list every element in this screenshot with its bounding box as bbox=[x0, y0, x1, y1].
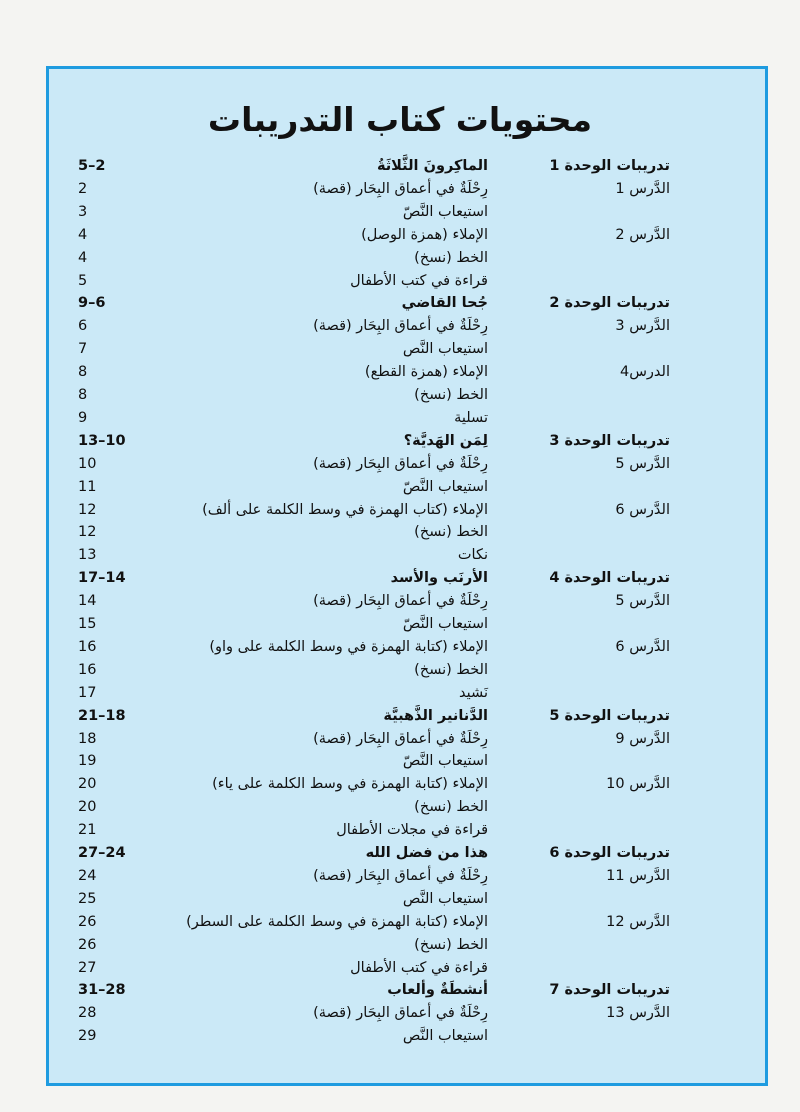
page-number: 4 bbox=[78, 249, 88, 266]
toc-row bbox=[0, 659, 800, 681]
topic-label: الإملاء (همزة القطع) bbox=[364, 364, 488, 381]
page-number: 17 bbox=[78, 684, 97, 701]
page-number: 15 bbox=[78, 616, 97, 632]
topic-label: الخط (نسخ) bbox=[414, 661, 488, 678]
topic-label: الخط (نسخ) bbox=[414, 249, 488, 266]
topic-label: رِحْلَةٌ في أعماق البِحَار (قصة) bbox=[313, 180, 488, 197]
page-number: 26 bbox=[78, 913, 97, 930]
page-number: 14 bbox=[78, 593, 97, 610]
page-range: 21–18 bbox=[78, 707, 126, 724]
toc-row bbox=[0, 1025, 800, 1047]
page-number: 26 bbox=[78, 936, 97, 953]
page-number: 21 bbox=[78, 822, 97, 839]
toc-row bbox=[0, 201, 800, 223]
lesson-label: الدَّرس 12 bbox=[606, 913, 670, 930]
page-number: 12 bbox=[78, 501, 97, 518]
unit-label: تدريبات الوحدة 7 bbox=[549, 982, 670, 999]
toc-row bbox=[0, 521, 800, 543]
toc-row bbox=[0, 407, 800, 429]
toc-row bbox=[0, 819, 800, 841]
page-number: 28 bbox=[78, 1005, 97, 1022]
toc-row bbox=[0, 499, 800, 521]
topic-label: تسلية bbox=[454, 409, 488, 426]
page-number: 16 bbox=[78, 661, 97, 678]
lesson-label: الدَّرس 6 bbox=[615, 638, 670, 655]
page-number: 25 bbox=[78, 890, 97, 907]
toc-row bbox=[0, 224, 800, 246]
topic-label: استيعاب النَّص bbox=[402, 890, 488, 907]
topic-label: استيعاب النَّص bbox=[402, 341, 488, 358]
topic-label: رِحْلَةٌ في أعماق البِحَار (قصة) bbox=[313, 730, 488, 747]
toc-row bbox=[0, 1002, 800, 1024]
page-range: 9–6 bbox=[78, 295, 106, 312]
lesson-label: الدَّرس 2 bbox=[615, 226, 670, 243]
topic-label: الإملاء (همزة الوصل) bbox=[361, 226, 488, 243]
toc-row bbox=[0, 911, 800, 933]
unit-label: تدريبات الوحدة 3 bbox=[549, 432, 670, 449]
unit-title: أنشطَةٌ وألعاب bbox=[387, 982, 488, 999]
topic-label: استيعاب النَّصّ bbox=[402, 203, 488, 220]
toc-row bbox=[0, 888, 800, 910]
page-number: 20 bbox=[78, 799, 97, 816]
page-number: 20 bbox=[78, 776, 97, 793]
page-number: 12 bbox=[78, 524, 97, 541]
page-range: 5–2 bbox=[78, 158, 106, 174]
lesson-label: الدرس4 bbox=[620, 364, 670, 381]
page-range: 13–10 bbox=[78, 432, 126, 449]
topic-label: الإملاء (كتابة الهمزة في وسط الكلمة على واو) bbox=[209, 638, 488, 655]
toc-row bbox=[0, 796, 800, 818]
topic-label: الخط (نسخ) bbox=[414, 387, 488, 403]
page-range: 17–14 bbox=[78, 570, 126, 587]
toc-row bbox=[0, 773, 800, 795]
lesson-label: الدَّرس 5 bbox=[615, 455, 670, 472]
page-title: محتويات كتاب التدريبات bbox=[207, 100, 593, 139]
page-number: 11 bbox=[78, 478, 97, 495]
lesson-label: الدَّرس 6 bbox=[615, 501, 670, 518]
page-range: 27–24 bbox=[78, 845, 126, 861]
page-number: 16 bbox=[78, 638, 97, 655]
page-number: 8 bbox=[78, 364, 88, 381]
page-number: 27 bbox=[78, 959, 97, 976]
topic-label: استيعاب النَّصّ bbox=[402, 753, 488, 770]
page-number: 18 bbox=[78, 730, 97, 747]
page-number: 4 bbox=[78, 226, 88, 243]
unit-title: هذا من فضل الله bbox=[365, 845, 488, 861]
topic-label: استيعاب النَّصّ bbox=[402, 616, 488, 632]
toc-row bbox=[0, 865, 800, 887]
topic-label: نكات bbox=[457, 547, 488, 564]
topic-label: قراءة في كتب الأطفال bbox=[350, 959, 488, 976]
topic-label: رِحْلَةٌ في أعماق البِحَار (قصة) bbox=[313, 318, 488, 335]
page-number: 7 bbox=[78, 341, 88, 358]
lesson-label: الدَّرس 5 bbox=[615, 593, 670, 610]
toc-unit-row bbox=[0, 292, 800, 314]
topic-label: رِحْلَةٌ في أعماق البِحَار (قصة) bbox=[313, 1005, 488, 1022]
toc-unit-row bbox=[0, 842, 800, 864]
toc-unit-row bbox=[0, 155, 800, 177]
page-number: 8 bbox=[78, 387, 88, 403]
topic-label: رِحْلَةٌ في أعماق البِحَار (قصة) bbox=[313, 455, 488, 472]
toc-row bbox=[0, 544, 800, 566]
topic-label: نَشيد bbox=[459, 684, 488, 701]
topic-label: الإملاء (كتابة الهمزة في وسط الكلمة على السطر) bbox=[186, 913, 488, 930]
page-number: 19 bbox=[78, 753, 97, 770]
toc-unit-row bbox=[0, 430, 800, 452]
toc-row bbox=[0, 453, 800, 475]
toc-unit-row bbox=[0, 705, 800, 727]
toc-row bbox=[0, 934, 800, 956]
unit-title: الدَّنانير الذَّهبيَّة bbox=[383, 707, 488, 724]
topic-label: قراءة في كتب الأطفال bbox=[350, 272, 488, 289]
page-number: 2 bbox=[78, 180, 88, 197]
topic-label: الخط (نسخ) bbox=[414, 524, 488, 541]
page-number: 9 bbox=[78, 409, 88, 426]
page-number: 29 bbox=[78, 1028, 97, 1045]
unit-title: الأرنَب والأسد bbox=[390, 570, 488, 587]
toc-row bbox=[0, 315, 800, 337]
topic-label: الخط (نسخ) bbox=[414, 799, 488, 816]
topic-label: قراءة في مجلات الأطفال bbox=[336, 822, 488, 839]
page-number: 10 bbox=[78, 455, 97, 472]
toc-row bbox=[0, 384, 800, 406]
page-number: 3 bbox=[78, 203, 88, 220]
unit-label: تدريبات الوحدة 5 bbox=[549, 707, 670, 724]
toc-row bbox=[0, 270, 800, 292]
toc-row bbox=[0, 247, 800, 269]
page-number: 24 bbox=[78, 867, 97, 884]
lesson-label: الدَّرس 9 bbox=[615, 730, 670, 747]
toc-row bbox=[0, 750, 800, 772]
toc-row bbox=[0, 590, 800, 612]
toc-row bbox=[0, 361, 800, 383]
toc-row bbox=[0, 338, 800, 360]
page-number: 6 bbox=[78, 318, 88, 335]
lesson-label: الدَّرس 10 bbox=[606, 776, 670, 793]
topic-label: الخط (نسخ) bbox=[414, 936, 488, 953]
topic-label: الإملاء (كتاب الهمزة في وسط الكلمة على ألف) bbox=[202, 501, 488, 518]
unit-title: جُحا القاضي bbox=[401, 295, 488, 312]
topic-label: رِحْلَةٌ في أعماق البِحَار (قصة) bbox=[313, 867, 488, 884]
topic-label: رِحْلَةٌ في أعماق البِحَار (قصة) bbox=[313, 593, 488, 610]
toc-row bbox=[0, 682, 800, 704]
toc-unit-row bbox=[0, 567, 800, 589]
toc-unit-row bbox=[0, 979, 800, 1001]
lesson-label: الدَّرس 1 bbox=[615, 180, 670, 197]
toc-row bbox=[0, 476, 800, 498]
unit-title: الماكِرونَ الثَّلاثَةُ bbox=[376, 158, 488, 174]
topic-label: استيعاب النَّص bbox=[402, 1028, 488, 1045]
unit-label: تدريبات الوحدة 1 bbox=[549, 158, 670, 174]
lesson-label: الدَّرس 3 bbox=[615, 318, 670, 335]
unit-title: لِمَن الهَديَّة؟ bbox=[403, 432, 488, 449]
topic-label: استيعاب النَّصّ bbox=[402, 478, 488, 495]
unit-label: تدريبات الوحدة 2 bbox=[549, 295, 670, 312]
lesson-label: الدَّرس 11 bbox=[606, 867, 670, 884]
unit-label: تدريبات الوحدة 6 bbox=[549, 845, 670, 861]
lesson-label: الدَّرس 13 bbox=[606, 1005, 670, 1022]
page-number: 13 bbox=[78, 547, 97, 564]
toc-row bbox=[0, 636, 800, 658]
topic-label: الإملاء (كتابة الهمزة في وسط الكلمة على ياء) bbox=[212, 776, 488, 793]
page-range: 31–28 bbox=[78, 982, 126, 999]
unit-label: تدريبات الوحدة 4 bbox=[549, 570, 670, 587]
toc-row bbox=[0, 728, 800, 750]
page-number: 5 bbox=[78, 272, 88, 289]
toc-row bbox=[0, 178, 800, 200]
toc-row bbox=[0, 613, 800, 635]
toc-row bbox=[0, 957, 800, 979]
